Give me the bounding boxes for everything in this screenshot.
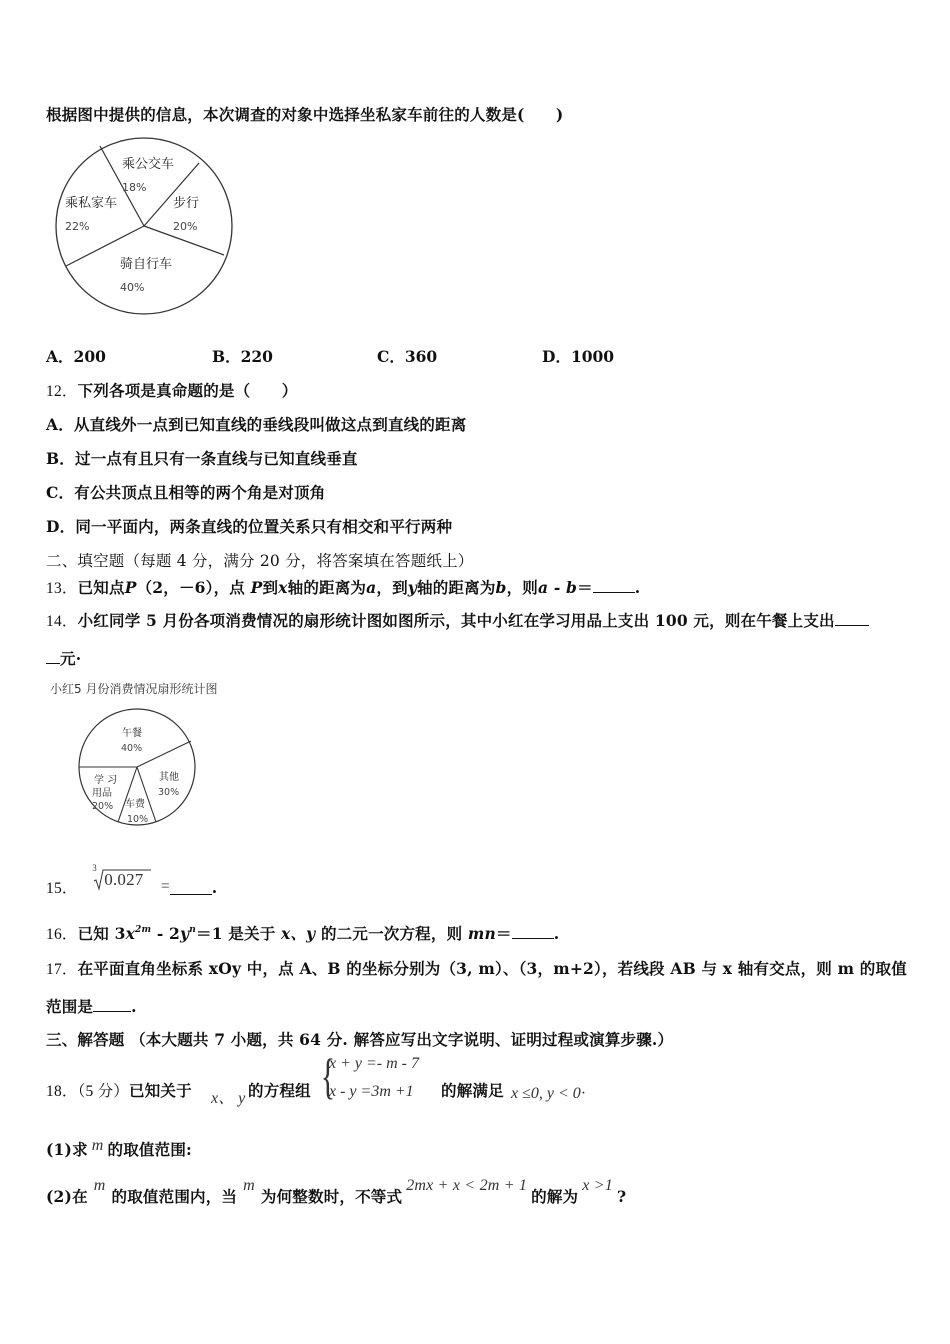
q18-part2: (2)在m的取值范围内，当m为何整数时，不等式2mx + x < 2m + 1的解为x >1? bbox=[46, 1177, 627, 1206]
section2-title: 二、填空题（每题 4 分，满分 20 分，将答案填在答题纸上） bbox=[46, 552, 474, 570]
pie2-pct-fare: 10% bbox=[127, 814, 149, 825]
pie2-title: 小红5 月份消费情况扇形统计图 bbox=[50, 682, 218, 696]
q12-option-a[interactable]: A．从直线外一点到已知直线的垂线段叫做这点到直线的距离 bbox=[46, 415, 467, 434]
pie1-pct-walk: 20% bbox=[173, 220, 198, 233]
pie2-label-other: 其他 bbox=[159, 772, 179, 783]
q12-option-b[interactable]: B．过一点有且只有一条直线与已知直线垂直 bbox=[46, 449, 358, 468]
pie1-pct-bike: 40% bbox=[120, 281, 145, 294]
q14-answer-blank-1[interactable] bbox=[835, 611, 869, 626]
q18-eq2: x - y =3m +1 bbox=[329, 1083, 414, 1100]
q14-answer-blank-2[interactable] bbox=[46, 649, 60, 664]
q14-stem: 14．小红同学 5 月份各项消费情况的扇形统计图如图所示，其中小红在学习用品上支出 100 元，则在午餐上支出 bbox=[46, 609, 869, 631]
pie2-pct-lunch: 40% bbox=[121, 743, 143, 754]
q13: 13．已知点P（2，－6），点 P到x轴的距离为a，到y轴的距离为b，则a - b＝ . bbox=[46, 578, 641, 597]
q18-t2: 的方程组 bbox=[248, 1081, 311, 1100]
q17-line2: 范围是 . bbox=[46, 997, 137, 1016]
q11-option-a[interactable]: A．200 bbox=[46, 347, 106, 366]
q18-part1: (1)求 m 的取值范围: bbox=[46, 1137, 192, 1159]
pie1-label-car: 乘私家车 bbox=[65, 196, 118, 211]
q18-vars: x、 y bbox=[211, 1090, 246, 1107]
pie2-pct-other: 30% bbox=[158, 787, 180, 798]
section3-title: 三、解答题 （本大题共 7 小题，共 64 分. 解答应写出文字说明、证明过程或演算步骤.） bbox=[46, 1030, 674, 1049]
pie1-pct-car: 22% bbox=[65, 220, 90, 233]
q16: 16．已知 $3x^{2m} - 2y^n=1$ 是关于 x、y 的二元一次方程，则 mn＝ . bbox=[46, 924, 560, 943]
q18-number: 18．（5 分）已知关于 bbox=[46, 1081, 192, 1100]
q11-stem: 根据图中提供的信息，本次调查的对象中选择坐私家车前往的人数是( ) bbox=[46, 105, 564, 124]
pie1-label-bus: 乘公交车 bbox=[122, 157, 175, 172]
q18-t3: 的解满足 bbox=[441, 1081, 504, 1100]
q17-line1: 17．在平面直角坐标系 xOy 中，点 A、B 的坐标分别为（3, m）、（3，m+2），若线段 AB 与 x 轴有交点，则 m 的取值 bbox=[46, 959, 907, 978]
pie2-label-study-1: 学 习 bbox=[94, 775, 118, 786]
q17-answer-blank[interactable] bbox=[93, 997, 131, 1012]
q14-end: 元· bbox=[46, 647, 81, 669]
pie1-label-walk: 步行 bbox=[173, 196, 200, 211]
q15: 15． 3 0.027 = . bbox=[46, 863, 218, 897]
q12-option-c[interactable]: C．有公共顶点且相等的两个角是对顶角 bbox=[46, 483, 326, 502]
q15-answer-blank[interactable] bbox=[170, 880, 212, 895]
q18-condition: x ≤0, y < 0· bbox=[511, 1085, 587, 1102]
q13-answer-blank[interactable] bbox=[593, 578, 635, 593]
q16-answer-blank[interactable] bbox=[512, 924, 554, 939]
q11-option-c[interactable]: C．360 bbox=[377, 347, 438, 366]
brace-icon: { bbox=[320, 1048, 336, 1104]
q12-stem: 12．下列各项是真命题的是（ ） bbox=[46, 381, 298, 400]
pie1-pct-bus: 18% bbox=[122, 181, 147, 194]
pie2-label-study-2: 用品 bbox=[92, 788, 112, 799]
q11-option-b[interactable]: B．220 bbox=[212, 347, 273, 366]
pie2-label-lunch: 午餐 bbox=[122, 728, 142, 739]
cube-root-expression: 3 0.027 bbox=[93, 869, 151, 891]
pie-chart-travel bbox=[50, 137, 235, 319]
pie2-label-fare: 车费 bbox=[125, 799, 145, 810]
q18-eq1: x + y =- m - 7 bbox=[329, 1055, 420, 1072]
pie1-label-bike: 骑自行车 bbox=[120, 257, 173, 272]
pie2-pct-study: 20% bbox=[92, 801, 114, 812]
q11-option-d[interactable]: D．1000 bbox=[542, 347, 615, 366]
q12-option-d[interactable]: D．同一平面内，两条直线的位置关系只有相交和平行两种 bbox=[46, 517, 453, 536]
pie-chart-expenses bbox=[74, 705, 198, 831]
